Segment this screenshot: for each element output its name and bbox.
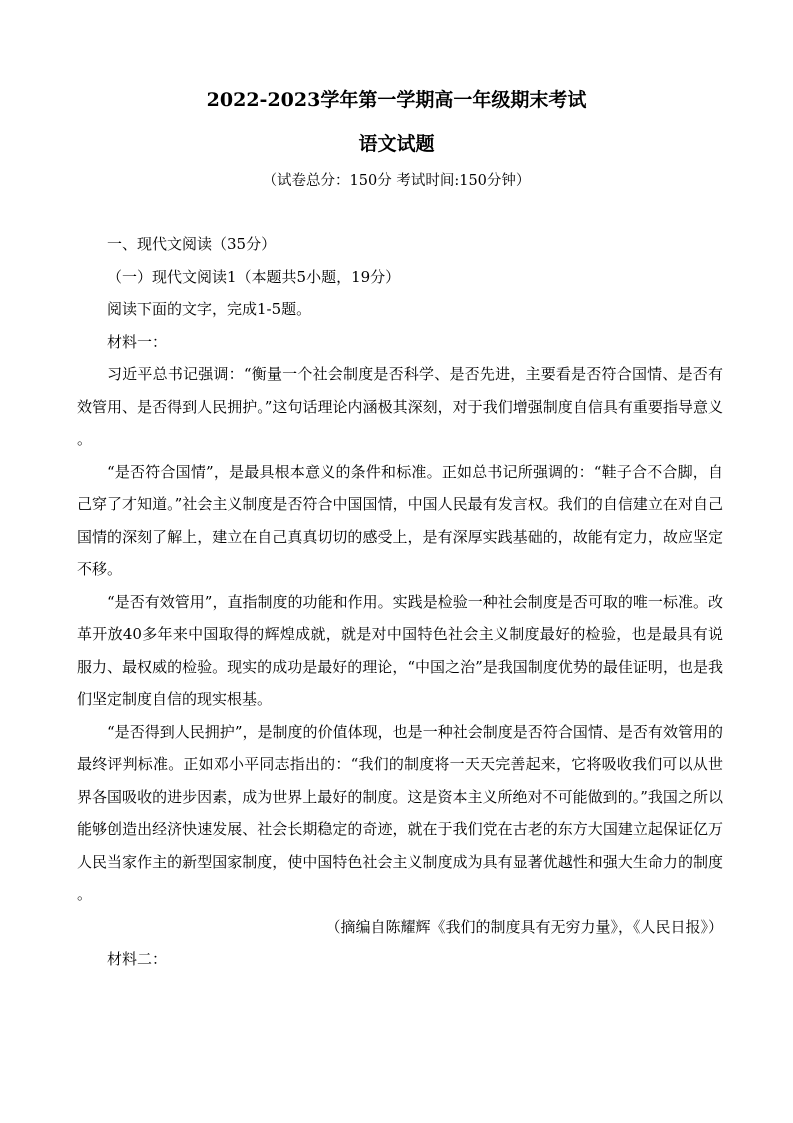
material1-source: （摘编自陈耀辉《我们的制度具有无穷力量》，《人民日报》）	[325, 917, 723, 936]
material1-paragraph: “是否符合国情”，是最具根本意义的条件和标准。正如总书记所强调的：“鞋子合不合脚，自己穿了才知道。”社会主义制度是否符合中国国情，中国人民最有发言权。我们的自信建立在对自己国情的深刻了解上，建立在自己真真切切的感受上，是有深厚实践基础的，故能有定力，故应坚定不移。	[77, 462, 723, 578]
material1-paragraph: 习近平总书记强调：“衡量一个社会制度是否科学、是否先进，主要看是否符合国情、是否有效管用、是否得到人民拥护。”这句话理论内涵极其深刻，对于我们增强制度自信具有重要指导意义。	[77, 365, 723, 448]
section-heading: 一、现代文阅读（35分）	[107, 235, 277, 253]
exam-title: 2022-2023学年第一学期高一年级期末考试	[206, 89, 587, 111]
material1-paragraph: “是否得到人民拥护”，是制度的价值体现，也是一种社会制度是否符合国情、是否有效管用的最终评判标准。正如邓小平同志指出的：“我们的制度将一天天完善起来，它将吸收我们可以从世界各国吸收的进步因素，成为世界上最好的制度。这是资本主义所绝对不可能做到的。”我国之所以能够创造出经济快速发展、社会长期稳定的奇迹，就在于我们党在古老的东方大国建立起保证亿万人民当家作主的新型国家制度，使中国特色社会主义制度成为具有显著优越性和强大生命力的制度。	[77, 722, 723, 903]
material1-paragraph: “是否有效管用”，直指制度的功能和作用。实践是检验一种社会制度是否可取的唯一标准。改革开放40多年来中国取得的辉煌成就，就是对中国特色社会主义制度最好的检验，也是最具有说服力、最权威的检验。现实的成功是最好的理论，“中国之治”是我国制度优势的最佳证明，也是我们坚定制度自信的现实根基。	[77, 592, 723, 708]
reading-instruction: 阅读下面的文字，完成1-5题。	[107, 300, 312, 318]
material1-label: 材料一：	[107, 332, 168, 351]
material2-label: 材料二：	[107, 950, 168, 968]
exam-content	[77, 228, 723, 976]
part-heading: （一）现代文阅读1（本题共5小题，19分）	[107, 267, 401, 286]
exam-subject: 语文试题	[358, 133, 435, 155]
exam-meta: （试卷总分：150分 考试时间:150分钟）	[262, 173, 531, 189]
